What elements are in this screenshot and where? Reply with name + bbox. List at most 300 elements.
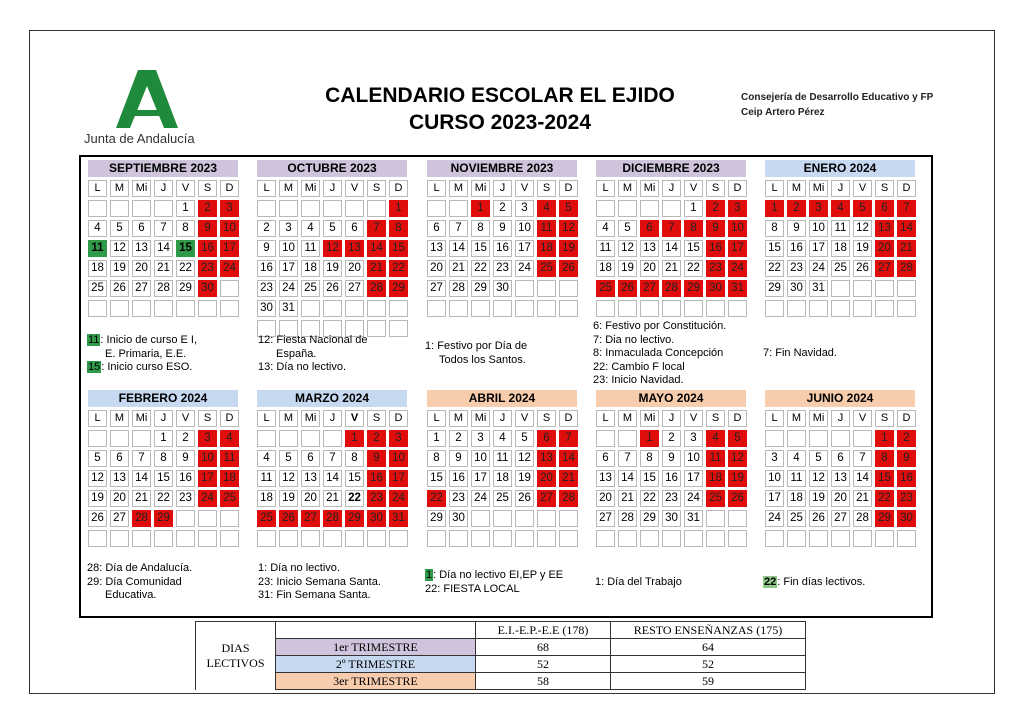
day-cell: 4 [537,200,556,217]
day-cell: 13 [110,470,129,487]
day-cell: 24 [765,510,784,527]
empty-cell [831,430,850,447]
weekday-header: D [389,410,408,427]
day-cell: 20 [596,490,615,507]
weekday-header: V [515,180,534,197]
day-cell: 13 [301,470,320,487]
day-cell: 12 [110,240,129,257]
day-cell: 4 [831,200,850,217]
day-cell: 29 [389,280,408,297]
day-cell: 23 [176,490,195,507]
notes-may: 1: Día del Trabajo [595,576,682,588]
day-cell: 26 [853,260,872,277]
empty-cell [640,300,659,317]
day-cell: 13 [596,470,615,487]
day-cell: 23 [449,490,468,507]
weekday-header: M [618,180,637,197]
day-cell: 10 [198,450,217,467]
day-cell: 3 [728,200,747,217]
day-cell: 9 [897,450,916,467]
day-cell: 2 [787,200,806,217]
empty-cell [596,200,615,217]
empty-cell [787,530,806,547]
day-cell: 19 [279,490,298,507]
day-cell: 2 [706,200,725,217]
weekday-header: S [706,410,725,427]
day-cell: 14 [618,470,637,487]
day-cell: 21 [853,490,872,507]
empty-cell [279,430,298,447]
day-cell: 22 [345,490,364,507]
day-cell: 23 [787,260,806,277]
day-cell: 1 [154,430,173,447]
empty-cell [640,200,659,217]
weekday-header: S [198,410,217,427]
empty-cell [875,300,894,317]
day-cell: 17 [515,240,534,257]
day-cell: 5 [279,450,298,467]
day-cell: 2 [662,430,681,447]
day-cell: 18 [88,260,107,277]
month-calendar [257,390,411,547]
day-cell: 12 [279,470,298,487]
day-cell: 24 [389,490,408,507]
day-cell: 5 [728,430,747,447]
empty-cell [110,430,129,447]
day-cell: 10 [809,220,828,237]
empty-cell [345,530,364,547]
weekday-header: J [493,180,512,197]
day-cell: 17 [765,490,784,507]
day-cell: 3 [471,430,490,447]
day-cell: 5 [559,200,578,217]
day-cell: 15 [345,470,364,487]
empty-cell [809,430,828,447]
day-cell: 26 [618,280,637,297]
empty-cell [88,200,107,217]
day-cell: 9 [367,450,386,467]
day-cell: 28 [559,490,578,507]
day-cell: 15 [427,470,446,487]
day-cell: 12 [853,220,872,237]
day-cell: 28 [367,280,386,297]
empty-cell [257,200,276,217]
day-cell: 26 [323,280,342,297]
weekday-header: L [427,410,446,427]
day-cell: 13 [831,470,850,487]
day-cell: 16 [897,470,916,487]
day-cell: 19 [515,470,534,487]
day-cell: 13 [427,240,446,257]
day-cell: 26 [279,510,298,527]
junta-a-icon [116,70,178,128]
day-cell: 2 [176,430,195,447]
weekday-header: V [345,410,364,427]
empty-cell [220,280,239,297]
empty-cell [515,530,534,547]
month-grid [257,410,411,547]
weekday-header: L [765,410,784,427]
empty-cell [640,530,659,547]
day-cell: 22 [427,490,446,507]
empty-cell [596,430,615,447]
empty-cell [323,430,342,447]
day-cell: 4 [596,220,615,237]
day-cell: 14 [559,450,578,467]
day-cell: 10 [279,240,298,257]
empty-cell [618,200,637,217]
day-cell: 28 [897,260,916,277]
weekday-header: L [88,180,107,197]
day-cell: 29 [471,280,490,297]
day-cell: 26 [515,490,534,507]
day-cell: 16 [198,240,217,257]
empty-cell [897,530,916,547]
weekday-header: Mi [301,410,320,427]
day-cell: 6 [831,450,850,467]
day-cell: 31 [279,300,298,317]
day-cell: 24 [279,280,298,297]
day-cell: 3 [279,220,298,237]
day-cell: 29 [765,280,784,297]
empty-cell [345,300,364,317]
day-cell: 12 [618,240,637,257]
day-cell: 9 [198,220,217,237]
day-cell: 31 [728,280,747,297]
month-title: JUNIO 2024 [765,390,915,407]
day-cell: 14 [367,240,386,257]
empty-cell [367,530,386,547]
weekday-header: J [154,410,173,427]
day-cell: 25 [596,280,615,297]
day-cell: 23 [367,490,386,507]
weekday-header: M [110,410,129,427]
day-cell: 11 [301,240,320,257]
empty-cell [471,510,490,527]
day-cell: 19 [853,240,872,257]
empty-cell [618,530,637,547]
empty-cell [154,530,173,547]
day-cell: 8 [154,450,173,467]
day-cell: 27 [537,490,556,507]
empty-cell [257,430,276,447]
empty-cell [765,300,784,317]
day-cell: 22 [176,260,195,277]
day-cell: 7 [367,220,386,237]
day-cell: 7 [662,220,681,237]
day-cell: 21 [559,470,578,487]
weekday-header: M [449,410,468,427]
day-cell: 3 [765,450,784,467]
day-cell: 21 [897,240,916,257]
day-cell: 18 [787,490,806,507]
weekday-header: S [367,180,386,197]
weekday-header: M [618,410,637,427]
day-cell: 21 [323,490,342,507]
organization: Consejería de Desarrollo Educativo y FP Ceip Artero Pérez [741,92,934,118]
day-cell: 3 [515,200,534,217]
empty-cell [88,530,107,547]
day-cell: 5 [88,450,107,467]
day-cell: 17 [220,240,239,257]
empty-cell [728,510,747,527]
day-cell: 15 [684,240,703,257]
day-cell: 11 [493,450,512,467]
day-cell: 5 [515,430,534,447]
day-cell: 2 [257,220,276,237]
month-calendar [765,160,919,317]
weekday-header: Mi [132,410,151,427]
empty-cell [537,510,556,527]
day-cell: 10 [515,220,534,237]
day-cell: 16 [787,240,806,257]
day-cell: 7 [132,450,151,467]
empty-cell [198,530,217,547]
day-cell: 28 [132,510,151,527]
day-cell: 8 [345,450,364,467]
month-grid [765,180,919,317]
empty-cell [323,300,342,317]
day-cell: 22 [154,490,173,507]
empty-cell [389,320,408,337]
day-cell: 23 [706,260,725,277]
empty-cell [596,300,615,317]
day-cell: 27 [596,510,615,527]
weekday-header: J [493,410,512,427]
empty-cell [897,280,916,297]
day-cell: 29 [427,510,446,527]
day-cell: 6 [640,220,659,237]
day-cell: 13 [345,240,364,257]
weekday-header: Mi [301,180,320,197]
empty-cell [831,530,850,547]
day-cell: 11 [596,240,615,257]
weekday-header: S [537,180,556,197]
day-cell: 30 [662,510,681,527]
day-cell: 25 [831,260,850,277]
day-cell: 7 [323,450,342,467]
day-cell: 29 [684,280,703,297]
day-cell: 26 [809,510,828,527]
col-header-ei: E.I.-E.P.-E.E (178) [476,622,611,639]
empty-cell [323,530,342,547]
day-cell: 31 [809,280,828,297]
weekday-header: Mi [809,410,828,427]
day-cell: 27 [110,510,129,527]
weekday-header: V [853,410,872,427]
month-calendar [596,160,750,317]
month-calendar [765,390,919,547]
month-title: FEBRERO 2024 [88,390,238,407]
day-cell: 15 [154,470,173,487]
day-cell: 13 [132,240,151,257]
day-cell: 6 [596,450,615,467]
day-cell: 15 [875,470,894,487]
day-cell: 19 [809,490,828,507]
day-cell: 8 [427,450,446,467]
day-cell: 7 [559,430,578,447]
table-row: 1er TRIMESTRE 68 64 [196,639,806,656]
notes-september: 11: Inicio de curso E I, E. Primaria, E.E. 15: Inicio curso ESO. [88,334,198,373]
notes-march: 1: Día no lectivo. 23: Inicio Semana Santa. 31: Fin Semana Santa. [258,562,381,601]
day-cell: 11 [88,240,107,257]
day-cell: 8 [684,220,703,237]
empty-cell [110,200,129,217]
weekday-header: L [88,410,107,427]
day-cell: 29 [154,510,173,527]
day-cell: 26 [559,260,578,277]
empty-cell [787,430,806,447]
day-cell: 1 [176,200,195,217]
day-cell: 19 [88,490,107,507]
empty-cell [559,530,578,547]
day-cell: 27 [132,280,151,297]
empty-cell [176,530,195,547]
day-cell: 10 [220,220,239,237]
day-cell: 16 [367,470,386,487]
day-cell: 24 [684,490,703,507]
month-title: DICIEMBRE 2023 [596,160,746,177]
day-cell: 15 [640,470,659,487]
day-cell: 10 [765,470,784,487]
day-cell: 4 [493,430,512,447]
empty-cell [831,300,850,317]
day-cell: 25 [706,490,725,507]
day-cell: 18 [706,470,725,487]
weekday-header: L [596,180,615,197]
weekday-header: L [257,410,276,427]
day-cell: 25 [301,280,320,297]
empty-cell [853,430,872,447]
day-cell: 28 [618,510,637,527]
weekday-header: V [853,180,872,197]
empty-cell [220,510,239,527]
weekday-header: V [684,410,703,427]
weekday-header: J [831,180,850,197]
empty-cell [493,510,512,527]
day-cell: 11 [257,470,276,487]
notes-november: 1: Festivo por Día de Todos los Santos. [425,340,528,366]
empty-cell [471,300,490,317]
empty-cell [301,200,320,217]
day-cell: 25 [787,510,806,527]
empty-cell [618,430,637,447]
day-cell: 13 [537,450,556,467]
day-cell: 30 [198,280,217,297]
day-cell: 5 [618,220,637,237]
day-cell: 17 [198,470,217,487]
weekday-header: M [279,180,298,197]
day-cell: 15 [176,240,195,257]
day-cell: 14 [449,240,468,257]
empty-cell [618,300,637,317]
day-cell: 6 [537,430,556,447]
day-cell: 30 [367,510,386,527]
weekday-header: J [662,410,681,427]
day-cell: 12 [88,470,107,487]
day-cell: 19 [618,260,637,277]
month-title: OCTUBRE 2023 [257,160,407,177]
day-cell: 8 [176,220,195,237]
day-cell: 10 [471,450,490,467]
weekday-header: V [176,180,195,197]
day-cell: 9 [662,450,681,467]
day-cell: 18 [537,240,556,257]
day-cell: 6 [345,220,364,237]
day-cell: 23 [257,280,276,297]
day-cell: 19 [728,470,747,487]
day-cell: 26 [110,280,129,297]
day-cell: 24 [471,490,490,507]
day-cell: 28 [449,280,468,297]
month-grid [596,410,750,547]
day-cell: 13 [875,220,894,237]
weekday-header: S [537,410,556,427]
weekday-header: L [427,180,446,197]
day-cell: 20 [427,260,446,277]
empty-cell [706,300,725,317]
day-cell: 21 [618,490,637,507]
day-cell: 3 [684,430,703,447]
empty-cell [493,530,512,547]
notes-january: 7: Fin Navidad. [763,347,837,359]
empty-cell [684,300,703,317]
day-cell: 29 [345,510,364,527]
day-cell: 18 [257,490,276,507]
weekday-header: M [279,410,298,427]
day-cell: 18 [831,240,850,257]
month-title: ENERO 2024 [765,160,915,177]
day-cell: 21 [449,260,468,277]
weekday-header: V [684,180,703,197]
month-calendar [427,390,581,547]
day-cell: 27 [640,280,659,297]
weekday-header: J [662,180,681,197]
weekday-header: M [110,180,129,197]
month-calendar [427,160,581,317]
empty-cell [559,280,578,297]
day-cell: 20 [537,470,556,487]
day-cell: 22 [471,260,490,277]
weekday-header: D [220,410,239,427]
day-cell: 27 [831,510,850,527]
day-cell: 3 [198,430,217,447]
day-cell: 7 [449,220,468,237]
empty-cell [765,430,784,447]
day-cell: 20 [132,260,151,277]
day-cell: 2 [449,430,468,447]
weekday-header: Mi [809,180,828,197]
empty-cell [427,530,446,547]
day-cell: 1 [875,430,894,447]
day-cell: 16 [257,260,276,277]
empty-cell [132,300,151,317]
weekday-header: V [176,410,195,427]
day-cell: 29 [176,280,195,297]
day-cell: 4 [257,450,276,467]
month-title: MAYO 2024 [596,390,746,407]
weekday-header: S [875,410,894,427]
day-cell: 26 [728,490,747,507]
day-cell: 23 [897,490,916,507]
day-cell: 20 [110,490,129,507]
day-cell: 6 [427,220,446,237]
day-cell: 28 [323,510,342,527]
empty-cell [875,280,894,297]
empty-cell [662,200,681,217]
empty-cell [515,300,534,317]
empty-cell [198,300,217,317]
